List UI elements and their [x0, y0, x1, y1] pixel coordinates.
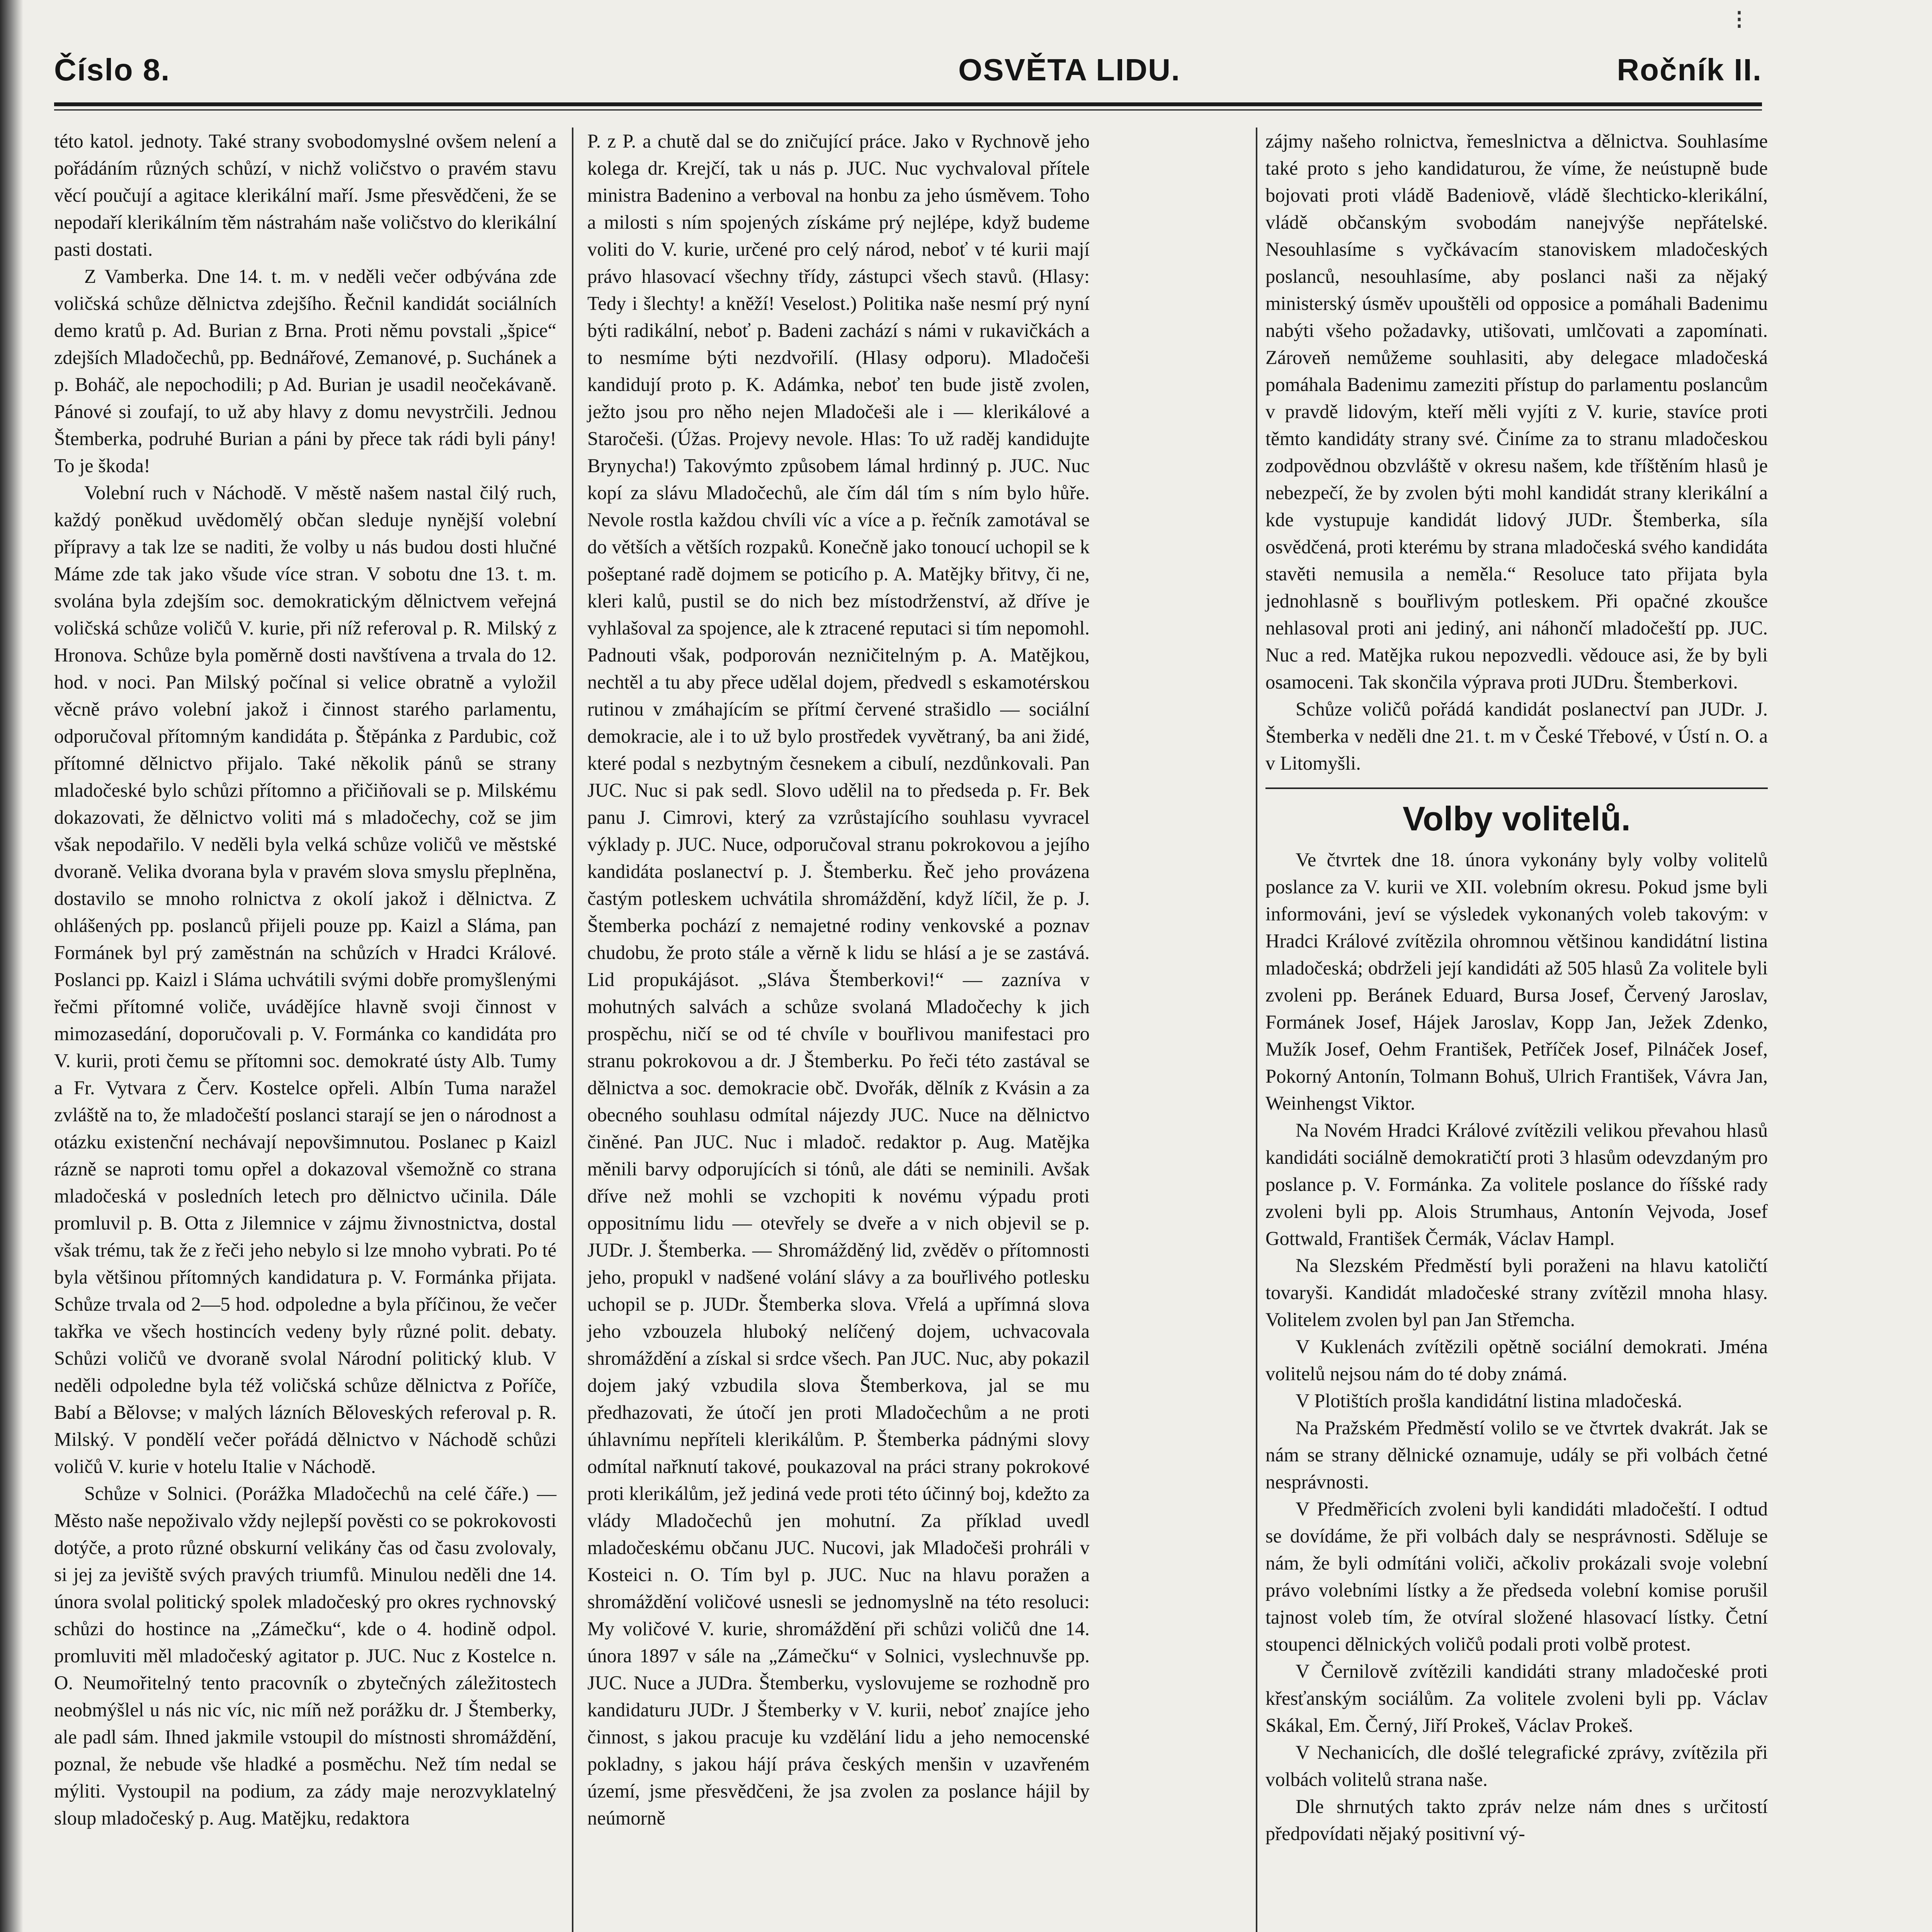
column-divider [572, 128, 573, 1932]
newspaper-title: OSVĚTA LIDU. [958, 53, 1181, 87]
article-paragraph: zájmy našeho rolnictva, řemeslnictva a dělnictva. Souhlasíme také proto s jeho kandidaturou, že víme, že neústupně bude bojovati proti vládě Badeniově, vládě šlechticko-klerikální, vládě občanským svobodám nanejvýše nepřátelské. Nesouhlasíme s vyčkávacím stanoviskem mladočeských poslanců, nesouhlasíme, aby poslanci naši za nějaký ministerský úsměv upouštěli od opposice a pomáhali Badenimu nabýti všeho požadavky, utišovati, umlčovati a zapomínati. Zároveň nemůžeme souhlasiti, aby delegace mladočeská pomáhala Badenimu zameziti přístup do parlamentu poslancům v pravdě lidovým, kteří měli vyjíti z V. kurie, stavíce proti těmto kandidáty strany své. Činíme za to stranu mladočeskou zodpovědnou obzvláště v okresu našem, kde tříštěním hlasů je nebezpečí, že by zvolen býti mohl kandidát strany klerikální a kde vystupuje kandidát lidový JUDr. Štemberka, síla osvědčená, proti kterému by strana mladočeská svého kandidáta stavěti nemusila a neměla.“ Resoluce tato přijata byla jednohlasně s bouřlivým potleskem. Při opačné zkoušce nehlasoval proti ani jediný, ani náhončí mladočeští pp. JUC. Nuc a red. Matějka rukou nepozvedli. vědouce asi, že by byli osamoceni. Tak skončila výprava proti JUDru. Štemberkovi. [1265, 130, 1768, 693]
column-2 [587, 128, 1090, 1932]
article-paragraph: V Plotištích prošla kandidátní listina mladočeská. [1296, 1390, 1682, 1412]
article-paragraph: V Černilově zvítězili kandidáti strany mladočeské proti křesťanským sociálům. Za volitele zvoleni byli pp. Václav Skákal, Em. Černý, Jiří Prokeš, Václav Prokeš. [1265, 1660, 1768, 1736]
header-rule-thin [54, 109, 1762, 111]
article-paragraph: Ve čtvrtek dne 18. února vykonány byly volby volitelů poslance za V. kurii ve XII. volebním okresu. Pokud jsme byli informováni, jeví se výsledek vykonaných voleb takovým: v Hradci Králové zvítězila ohromnou většinou kandidátní listina mladočeská; obdrželi její kandidáti až 505 hlasů Za volitele byli zvoleni pp. Beránek Eduard, Bursa Josef, Červený Jaroslav, Formánek Josef, Hájek Jaroslav, Kopp Jan, Ježek Zdenko, Mužík Josef, Oehm František, Petříček Josef, Pilnáček Josef, Pokorný Antonín, Tolmann Bohuš, Ulrich František, Vávra Jan, Weinhengst Viktor. [1265, 849, 1768, 1114]
article-paragraph: V Kuklenách zvítězili opětně sociální demokrati. Jména volitelů nejsou nám do té doby známá. [1265, 1336, 1768, 1384]
issue-number: Číslo 8. [54, 53, 170, 87]
section-heading: Volby volitelů. [1402, 799, 1631, 838]
article-paragraph: V Předměřicích zvoleni byli kandidáti mladočeští. I odtud se dovídáme, že při volbách daly se nesprávnosti. Sděluje se nám, že byli odmítáni voliči, ačkoliv prokázali svoje volební právo volebními lístky a že předseda volební komise porušil tajnost voleb tím, že otvíral složené hlasovací lístky. Četní stoupenci dělnických voličů podali proti volbě protest. [1265, 1498, 1768, 1655]
article-paragraph: Na Pražském Předměstí volilo se ve čtvrtek dvakrát. Jak se nám se strany dělnické oznamuje, udály se při volbách četné nesprávnosti. [1265, 1417, 1768, 1493]
article-paragraph: P. z P. a chutě dal se do zničující práce. Jako v Rychnově jeho kolega dr. Krejčí, tak u nás p. JUC. Nuc vychvaloval přítele ministra Badenino a verboval na honbu za jeho úsměvem. Toho a milosti s ním spojených získáme prý nejlépe, když budeme voliti do V. kurie, určené pro celý národ, neboť v té kurii mají právo hlasovací všechny třídy, zástupci všech stavů. (Hlasy: Tedy i šlechty! a kněží! Veselost.) Politika naše nesmí prý nyní býti radikální, neboť p. Badeni zachází s námi v rukavičkách a to nesmíme býti nezdvořilí. (Hlasy odporu). Mladočeši kandidují proto p. K. Adámka, neboť ten bude jistě zvolen, ježto jsou pro něho nejen Mladočeši ale i — klerikálové a Staročeši. (Úžas. Projevy nevole. Hlas: To už raděj kandidujte Brynycha!) Takovýmto způsobem lámal hrdinný p. JUC. Nuc kopí za slávu Mladočechů, ale čím dál tím s ním bylo hůře. Nevole rostla každou chvíli víc a více a p. řečník zamotával se do větších a větších rozpaků. Konečně jako tonoucí uchopil se k pošeptané radě dojmem se poticího p. A. Matějky břitvy, či ne, kleri kalů, pustil se do nich bez místodrženství, až dříve je vyhlašoval za spojence, ale k ztracené reputaci si tím nepomohl. Padnouti však, podporován nezničitelným p. A. Matějkou, nechtěl a tu aby přece udělal dojem, předvedl s eskamotérskou rutinou v zmáhajícím se přítmí červené strašidlo — sociální demokracie, ale i to už bylo prostředek vyvětraný, ba ani židé, které podal s nezbytným česnekem a cibulí, nezdůnkovali. Pan JUC. Nuc si pak sedl. Slovo udělil na to předseda p. Fr. Bek panu J. Cimrovi, který za vzrůstajícího souhlasu vyvracel výklady p. JUC. Nuce, odporučoval stranu pokrokovou a jejího kandidáta poslanectví p. J. Štemberku. Řeč jeho provázena častým potleskem uchvátila shromáždění, když líčil, že p. J. Štemberka pochází z nemajetné rodiny venkovské a poznav chudobu, že proto stále a věrně k lidu se hlásí a je se zastává. Lid propukájásot. „Sláva Štemberkovi!“ — zazníva v mohutných salvách a schůze svolaná Mladočechy k jich prospěchu, ničí se od té chvíle v bouřlivou manifestaci pro stranu pokrokovou a dr. J Štemberku. Po řeči této zastával se dělnictva a soc. demokracie obč. Dvořák, dělník z Kvásin a za obecného souhlasu odmítal nájezdy JUC. Nuce na dělnictvo činěné. Pan JUC. Nuc i mladoč. redaktor p. Aug. Matějka měnili barvy odporujících si tónů, ale dáti se neminili. Avšak dříve než mohli se vzchopiti k novému výpadu proti oppositnímu lidu — otevřely se dveře a v nich objevil se p. JUDr. J. Štemberka. — Shromážděný lid, zvěděv o přítomnosti jeho, propukl v nadšené volání slávy a za bouřlivého potlesku uchopil se p. JUDr. Štemberka slova. Vřelá a upřímná slova jeho vzbouzela hluboký nelíčený dojem, uchvacovala shromáždění a získal si srdce všech. Pan JUC. Nuc, aby pokazil dojem jaký vzbudila slova Štemberkova, jal se mu předhazovati, že útočí jen proti Mladočechům a ne proti úhlavnímu nepříteli klerikálům. P. Štemberka pádnými slovy odmítal nařknutí takové, poukazoval na práci strany pokrokové proti klerikálům, jež jediná vede proti této účinný boj, kdežto za vlády Mladočechů jen mohutní. Za příklad uvedl mladočeskému občanu JUC. Nucovi, jak Mladočeši prohráli v Kosteici n. O. Tím byl p. JUC. Nuc na hlavu poražen a shromáždění voličové usnesli se jednomyslně na této resoluci: My voličové V. kurie, shromáždění při schůzi voličů dne 14. února 1897 v sále na „Zámečku“ v Solnici, vyslechnuvše pp. JUC. Nuce a JUDra. Štemberku, vyslovujeme se rozhodně pro kandidaturu JUDr. J Štemberky v V. kurii, neboť znajíce jeho činnost, s jakou pracuje ku vzdělání lidu a jeho nemocenské pokladny, s jakou hájí práva českých menšin v uzavřeném území, jsme přesvědčeni, že jsa zvolen za poslance hájil by neúmorně [587, 130, 1090, 1829]
article-paragraph: V Nechanicích, dle došlé telegrafické zprávy, zvítězila při volbách volitelů strana naše. [1265, 1742, 1768, 1790]
header-rule [54, 102, 1762, 106]
scan-edge-shadow [0, 0, 23, 1932]
article-paragraph: této katol. jednoty. Také strany svobodomyslné ovšem nelení a pořádáním různých schůzí, v nichž voličstvo o pravém stavu věcí poučují a agitace klerikální maří. Jsme přesvědčeni, že se nepodaří klerikálním těm nástrahám naše voličstvo do klerikální pasti dostati. [54, 130, 557, 260]
column-1 [54, 128, 556, 1932]
article-paragraph: Schůze voličů pořádá kandidát poslanectví pan JUDr. J. Štemberka v neděli dne 21. t. m v České Třebové, v Ústí n. O. a v Litomyšli. [1265, 698, 1768, 774]
article-paragraph: Dle shrnutých takto zpráv nelze nám dnes s určitostí předpovídati nějaký positivní vý- [1265, 1796, 1768, 1844]
scan-artifact: ⁝ [1735, 4, 1744, 36]
section-rule [1265, 787, 1768, 789]
page-header [54, 37, 1762, 95]
article-paragraph: Na Novém Hradci Králové zvítězili velikou převahou hlasů kandidáti sociálně demokratičtí proti 3 hlasům odevzdaným pro poslance p. V. Formánka. Za volitele poslance do říšské rady zvoleni byli pp. Alois Strumhaus, Antonín Vejvoda, Josef Gottwald, František Čermák, Václav Hampl. [1265, 1119, 1768, 1249]
article-paragraph: Volební ruch v Náchodě. V městě našem nastal čilý ruch, každý poněkud uvědomělý občan sleduje nynější volební přípravy a tak lze se naditi, že volby u nás budou dosti hlučné Máme zde tak jako všude více stran. V sobotu dne 13. t. m. svolána byla zdejším soc. demokratickým dělnictvem veřejná voličská schůze voličů V. kurie, při níž referoval p. R. Milský z Hronova. Schůze byla poměrně dosti navštívena a trvala do 12. hod. v noci. Pan Milský počínal si velice obratně a vyložil věcně právo volební jakož i činnost starého parlamentu, odporučoval přítomným kandidáta p. Štěpánka z Pardubic, což přítomné dělnictvo přijalo. Také několik pánů se strany mladočeské bylo schůzi přítomno a přičiňovali se p. Milskému dokazovati, že dělnictvo voliti má s mladočechy, což se jim však nepodařilo. V neděli byla velká schůze voličů ve městské dvoraně. Velika dvorana byla v pravém slova smyslu přeplněna, dostavilo se mnoho rolnictva z okolí jakož i dělnictva. Z ohlášených pp. poslanců přijeli pouze pp. Kaizl a Sláma, pan Formánek byl prý zaměstnán na schůzích v Hradci Králové. Poslanci pp. Kaizl i Sláma uchvátili svými dobře promyšlenými řečmi přítomné voliče, uvádějíce hlavně svoji činnost v mimozasedání, doporučovali p. V. Formánka co kandidáta pro V. kurii, proti čemu se přítomni soc. demokraté ústy Alb. Tumy a Fr. Vytvara z Červ. Kostelce opřeli. Albín Tuma naražel zvláště na to, že mladočeští poslanci starají se jen o národnost a otázku existenční nechávají nepovšimnutou. Poslanec p Kaizl rázně se naproti tomu opřel a dokazoval všemožně co strana mladočeská v posledních letech pro dělnictvo učinila. Dále promluvil p. B. Otta z Jilemnice v zájmu živnostnictva, dostal však trému, tak že z řeči jeho nebylo si lze mnoho vybrati. Po té byla většinou přítomných kandidatura p. V. Formánka přijata. Schůze trvala od 2—5 hod. odpoledne a byla příčinou, že večer takřka ve všech hostincích vedeny byly různé polit. debaty. Schůzi voličů ve dvoraně svolal Národní politický klub. V neděli odpoledne byla též voličská schůze dělnictva z Poříče, Babí a Bělovse; v malých lázních Běloveských referoval p. R. Milský. V pondělí večer pořádá dělnictvo v Náchodě schůzi voličů V. kurie v hotelu Italie v Náchodě. [54, 482, 556, 1477]
article-paragraph: Schůze v Solnici. (Porážka Mladočechů na celé čáře.) — Město naše nepoživalo vždy nejlepší pověsti co se pokrokovosti dotýče, a proto různé obskurní velikány čas od času zvolovaly, si jej za jeviště svých pravých triumfů. Minulou neděli dne 14. února svolal politický spolek mladočeský pro okres rychnovský schůzi do hostince na „Zámečku“, kde o 4. hodině odpol. promluviti měl mladočeský agitator p. JUC. Nuc z Kostelce n. O. Neumořitelný tento pracovník o zbytečných záležitostech neobmýšlel u nás nic víc, nic míň než porážku dr. J Štemberky, ale padl sám. Ihned jakmile vstoupil do místnosti shromáždění, poznal, že nebude vše hladké a posměchu. Než tím nedal se mýliti. Vystoupil na podium, za zády maje nerozvyklatelný sloup mladočeský p. Aug. Matějku, redaktora [54, 1483, 556, 1829]
article-paragraph: Z Vamberka. Dne 14. t. m. v neděli večer odbývána zde voličská schůze dělnictva zdejšího. Řečnil kandidát sociálních demo kratů p. Ad. Burian z Brna. Proti němu povstali „špice“ zdejších Mladočechů, pp. Bednářové, Zemanové, p. Suchánek a p. Boháč, ale nepochodili; p Ad. Burian je usadil neočekávaně. Pánové si zoufají, to už aby hlavy z domu nevystrčili. Jednou Štemberka, podruhé Burian a páni by přece tak rádi byli pány! To je škoda! [54, 265, 556, 476]
article-paragraph: Na Slezském Předměstí byli poraženi na hlavu katoličtí tovaryši. Kandidát mladočeské strany zvítězil mnoha hlasy. Volitelem zvolen byl pan Jan Střemcha. [1265, 1255, 1768, 1330]
column-3 [1265, 128, 1768, 1932]
column-divider [1256, 128, 1257, 1932]
volume-number: Ročník II. [1617, 53, 1762, 87]
